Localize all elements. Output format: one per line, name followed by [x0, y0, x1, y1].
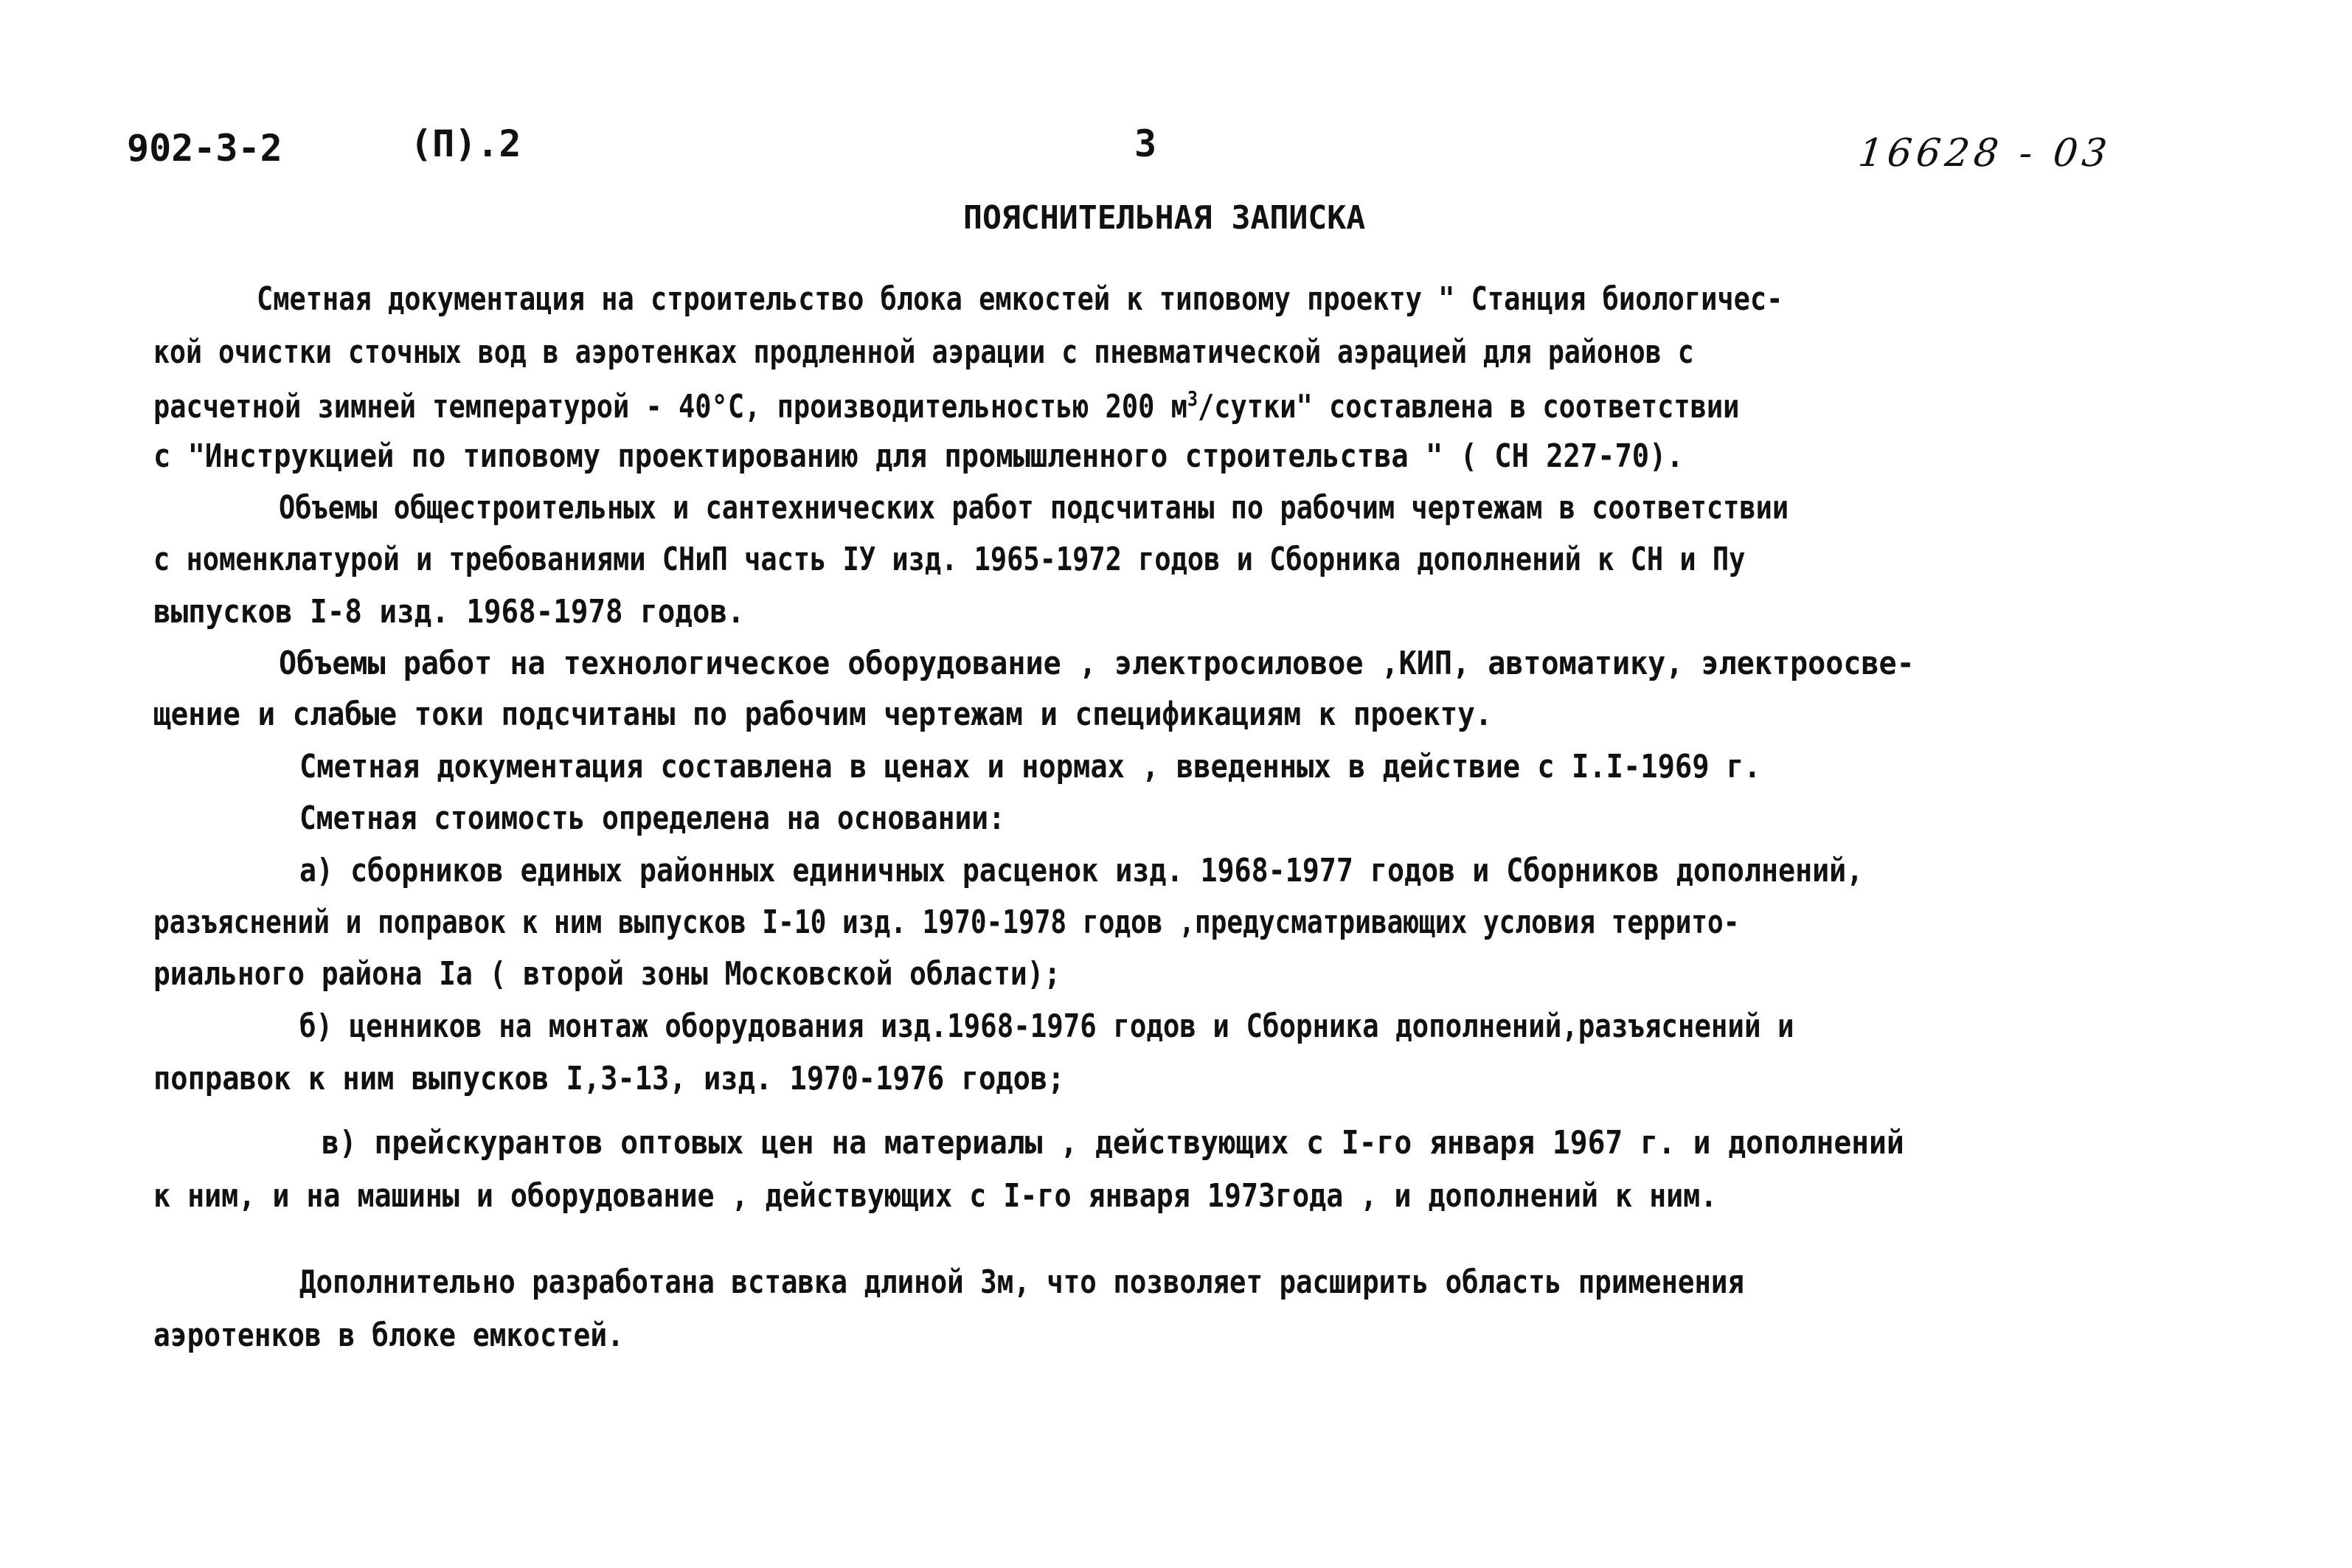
text-line: Объемы работ на технологическое оборудование , электросиловое ,КИП, автоматику, электроосве-	[279, 645, 1915, 682]
text-line: к ним, и на машины и оборудование , действующих с I-го января 1973года , и дополнений к ним.	[153, 1177, 1718, 1215]
text-line: с номенклатурой и требованиями СНиП часть IУ изд. 1965-1972 годов и Сборника дополнений к СН и Пу	[153, 541, 1746, 578]
text-line: Объемы общестроительных и сантехнических работ подсчитаны по рабочим чертежам в соответствии	[279, 489, 1789, 527]
text-line: а) сборников единых районных единичных расценок изд. 1968-1977 годов и Сборников дополнений,	[299, 852, 1864, 889]
page-title: ПОЯСНИТЕЛЬНАЯ ЗАПИСКА	[963, 199, 1366, 237]
text-line-part: расчетной зимней температурой - 40°С, производительностью 200 м	[153, 388, 1187, 426]
text-line: щение и слабые токи подсчитаны по рабочим чертежам и спецификациям к проекту.	[153, 695, 1493, 733]
sheet-label: (П).2	[410, 122, 521, 165]
text-line: кой очистки сточных вод в аэротенках продленной аэрации с пневматической аэрацией для районов с	[153, 333, 1694, 371]
unit-superscript: 3	[1187, 386, 1198, 411]
inventory-number: 16628 - 03	[1856, 131, 2114, 176]
text-line: риального района Iа ( второй зоны Московской области);	[153, 955, 1061, 993]
text-line: с "Инструкцией по типовому проектированию для промышленного строительства " ( СН 227-70).	[153, 437, 1684, 475]
text-line: б) ценников на монтаж оборудования изд.1968-1976 годов и Сборника дополнений,разъяснений и	[299, 1007, 1794, 1045]
text-line-with-unit	[153, 386, 1740, 426]
text-line: Дополнительно разработана вставка длиной 3м, что позволяет расширить область применения	[299, 1263, 1744, 1301]
page-number: 3	[1134, 122, 1157, 165]
text-line: Сметная стоимость определена на основании:	[299, 799, 1005, 837]
text-line: в) прейскурантов оптовых цен на материалы , действующих с I-го января 1967 г. и дополнений	[322, 1124, 1904, 1162]
text-line: разъяснений и поправок к ним выпусков I-10 изд. 1970-1978 годов ,предусматривающих условия террито-	[153, 903, 1740, 941]
text-line: поправок к ним выпусков I,3-13, изд. 1970-1976 годов;	[153, 1060, 1065, 1097]
text-line: выпусков I-8 изд. 1968-1978 годов.	[153, 593, 745, 631]
text-line-part: /сутки" составлена в соответствии	[1198, 388, 1740, 426]
text-line: Сметная документация на строительство блока емкостей к типовому проекту " Станция биологичес-	[257, 280, 1783, 318]
doc-code: 902-3-2	[127, 127, 282, 170]
text-line: Сметная документация составлена в ценах и нормах , введенных в действие с I.I-1969 г.	[299, 748, 1761, 785]
text-line: аэротенков в блоке емкостей.	[153, 1317, 624, 1354]
